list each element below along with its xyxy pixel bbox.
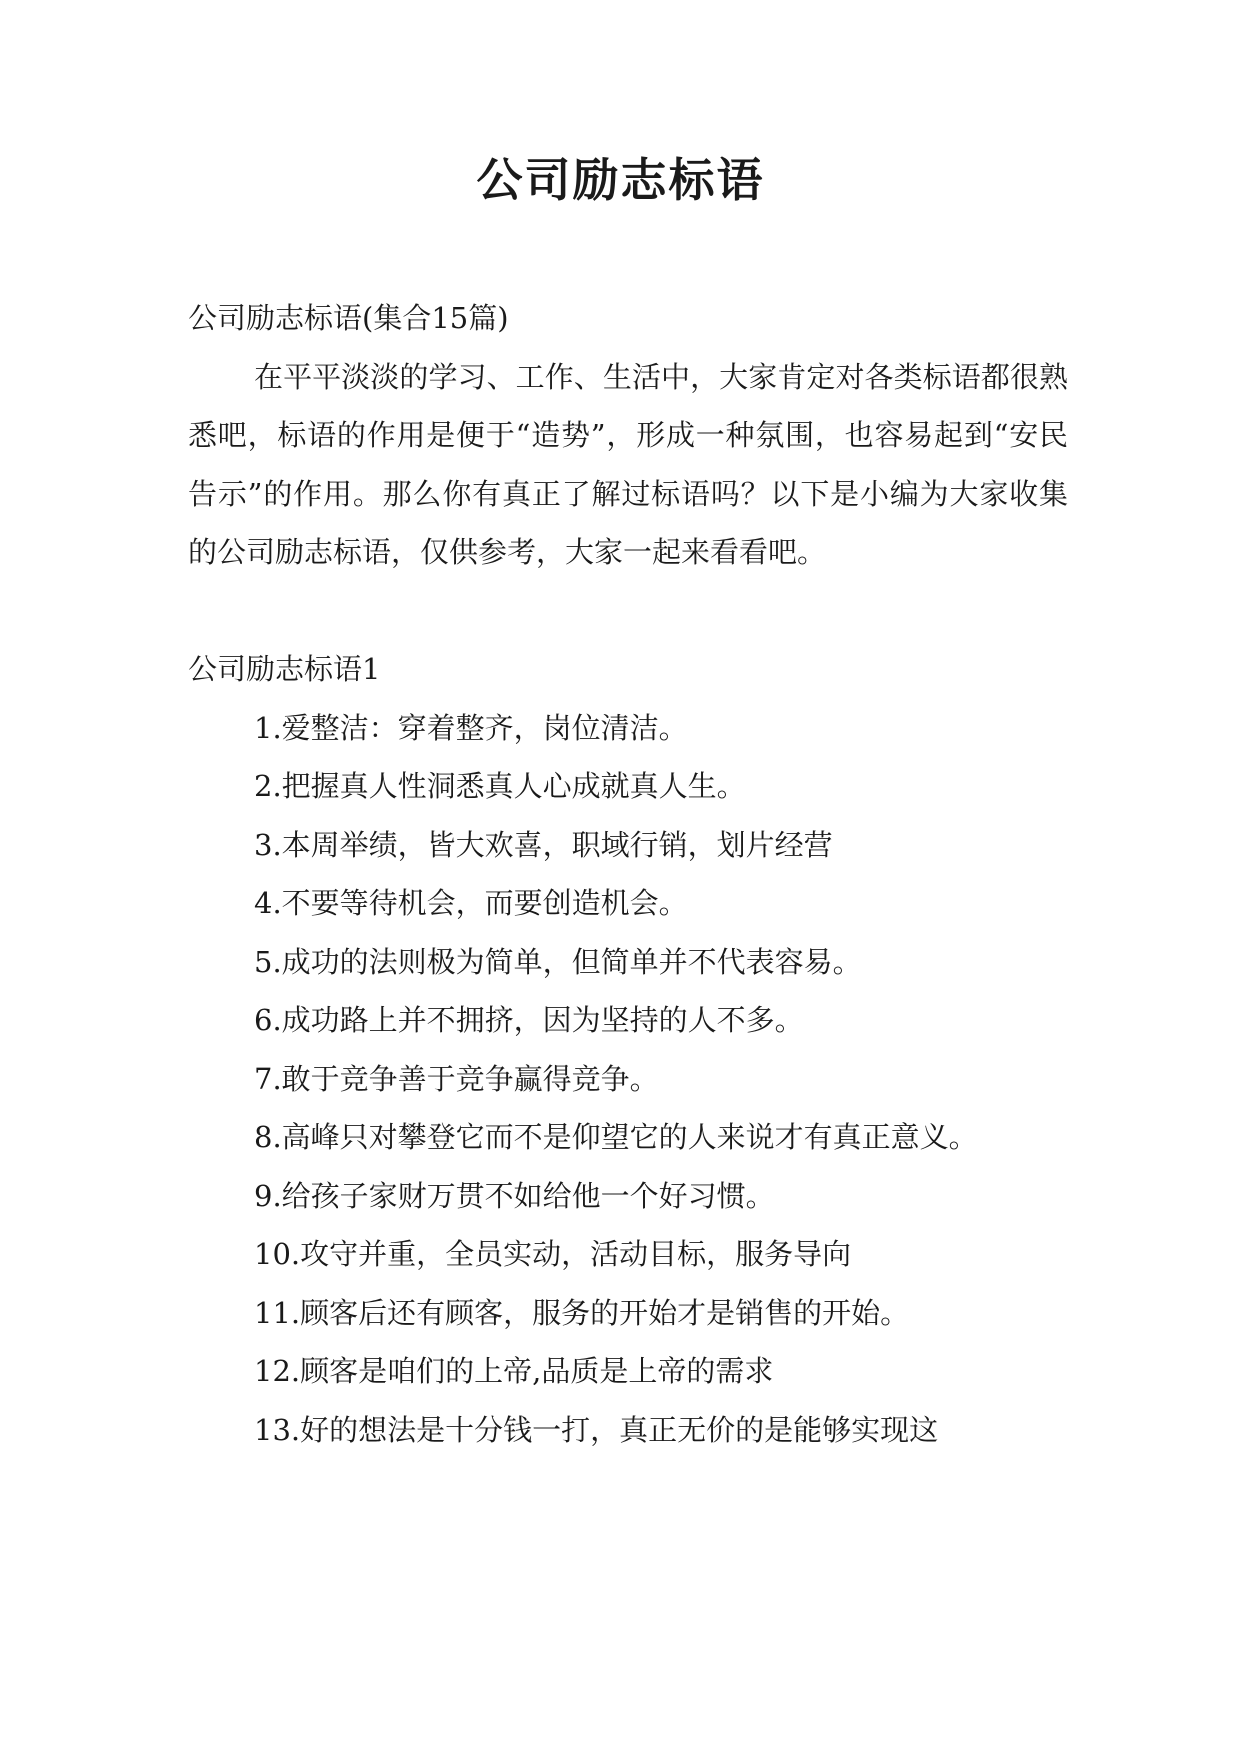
paragraph-spacer: [188, 582, 1068, 641]
slogan-item: 3.本周举绩，皆大欢喜，职域行销，划片经营: [254, 827, 833, 862]
slogan-item: 7.敢于竞争善于竞争赢得竞争。: [254, 1061, 659, 1096]
slogan-item: 9.给孩子家财万贯不如给他一个好习惯。: [254, 1178, 775, 1213]
slogan-item: 10.攻守并重，全员实动，活动目标，服务导向: [254, 1237, 852, 1271]
slogan-item: 8.高峰只对攀登它而不是仰望它的人来说才有真正意义。: [254, 1120, 978, 1154]
slogan-item: 5.成功的法则极为简单，但简单并不代表容易。: [254, 944, 862, 979]
slogan-item: 12.顾客是咱们的上帝,品质是上帝的需求: [254, 1354, 774, 1388]
slogan-item: 6.成功路上并不拥挤，因为坚持的人不多。: [254, 1003, 804, 1037]
document-body: [188, 289, 1068, 1459]
slogan-item: 2.把握真人性洞悉真人心成就真人生。: [254, 769, 746, 803]
slogan-item: 1.爱整洁：穿着整齐，岗位清洁。: [254, 710, 688, 745]
slogan-list: [188, 699, 1068, 1460]
intro-paragraph: 在平平淡淡的学习、工作、生活中，大家肯定对各类标语都很熟悉吧，标语的作用是便于“造势”，形成一种氛围，也容易起到“安民告示”的作用。那么你有真正了解过标语吗？以下是小编为大家收集的公司励志标语，仅供参考，大家一起来看看吧。: [188, 359, 1068, 569]
document-title: 公司励志标语: [476, 153, 765, 207]
slogan-item: 11.顾客后还有顾客，服务的开始才是销售的开始。: [254, 1295, 910, 1330]
document-subtitle: 公司励志标语(集合15篇): [188, 301, 509, 335]
slogan-item: 13.好的想法是十分钱一打，真正无价的是能够实现这: [254, 1412, 939, 1447]
slogan-item: 4.不要等待机会，而要创造机会。: [254, 886, 688, 920]
section-heading: 公司励志标语1: [188, 652, 381, 686]
